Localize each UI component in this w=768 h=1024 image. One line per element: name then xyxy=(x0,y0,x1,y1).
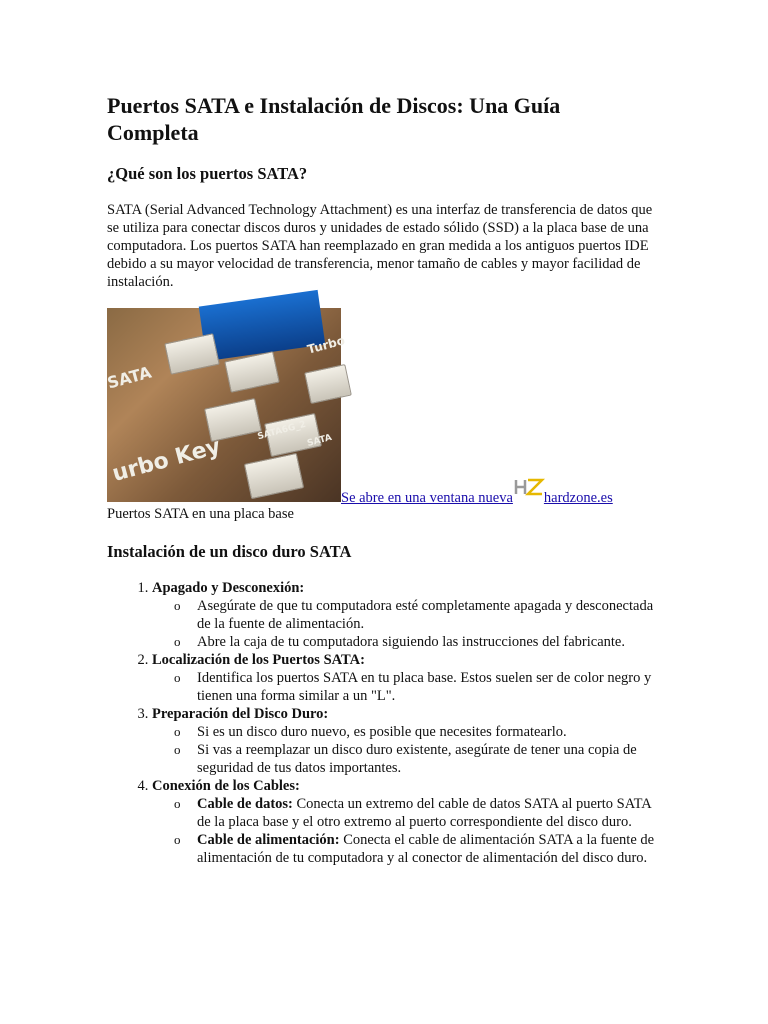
step-title: Apagado y Desconexión: xyxy=(152,580,305,596)
sata-connector xyxy=(164,333,220,375)
silkscreen-label: SATA xyxy=(105,362,154,393)
sub-item-bold: Cable de datos: xyxy=(197,796,293,812)
image-source-row xyxy=(341,486,613,507)
step-item xyxy=(152,777,662,867)
open-new-window-link[interactable]: Se abre en una ventana nueva xyxy=(341,490,513,506)
heatsink-shape xyxy=(199,290,325,361)
page-title: Puertos SATA e Instalación de Discos: Una Guía Completa xyxy=(107,93,561,145)
sub-item-text: Asegúrate de que tu computadora esté completamente apagada y desconectada de la fuente de alimentación. xyxy=(197,598,654,632)
sub-item xyxy=(197,723,662,741)
sub-item-text: Conecta un extremo del cable de datos SATA al puerto SATA de la placa base y el otro extremo al puerto correspondiente del disco duro. xyxy=(197,796,651,830)
sub-list xyxy=(152,597,662,651)
sub-item xyxy=(197,741,662,777)
sub-item xyxy=(197,795,662,831)
figure xyxy=(107,308,667,528)
step-title: Conexión de los Cables: xyxy=(152,778,300,794)
sub-list xyxy=(152,795,662,867)
section-heading-que-son: ¿Qué son los puertos SATA? xyxy=(107,164,308,183)
sata-connector xyxy=(304,364,352,404)
sub-item xyxy=(197,597,662,633)
sub-list xyxy=(152,669,662,705)
sub-item-bold: Cable de alimentación: xyxy=(197,832,340,848)
step-title: Preparación del Disco Duro: xyxy=(152,706,329,722)
sub-item xyxy=(197,633,662,651)
sub-item xyxy=(197,669,662,705)
intro-paragraph: SATA (Serial Advanced Technology Attachment) es una interfaz de transferencia de datos que se utiliza para conectar discos duros y unidades de estado sólido (SSD) a la placa base de una computadora. Los puertos SATA han reemplazado en gran medida a los antiguos puertos IDE debido a su mayor velocidad de transferencia, menor tamaño de cables y mayor facilidad de instalación. xyxy=(107,202,653,290)
sub-item xyxy=(197,831,662,867)
silkscreen-label: SATA6G_2 xyxy=(256,419,308,443)
sata-ports-photo xyxy=(105,308,347,502)
step-item xyxy=(152,651,662,705)
sub-item-text: Identifica los puertos SATA en tu placa base. Estos suelen ser de color negro y tienen una forma similar a un "L". xyxy=(197,670,652,704)
installation-steps-list xyxy=(107,579,662,867)
silkscreen-label: Turbo xyxy=(305,333,347,357)
sub-item-text: Si es un disco duro nuevo, es posible que necesites formatearlo. xyxy=(197,724,567,740)
sub-item-text: Abre la caja de tu computadora siguiendo las instrucciones del fabricante. xyxy=(197,634,625,650)
hardzone-link[interactable]: hardzone.es xyxy=(543,490,613,506)
step-title: Localización de los Puertos SATA: xyxy=(152,652,365,668)
sub-item-text: Conecta el cable de alimentación SATA a la fuente de alimentación de tu computadora y al conector de alimentación del disco duro. xyxy=(197,832,655,866)
silkscreen-label: urbo Key xyxy=(109,434,224,487)
figure-caption: Puertos SATA en una placa base xyxy=(107,506,294,522)
sata-connector xyxy=(244,453,304,499)
step-item xyxy=(152,705,662,777)
silkscreen-label: SATA xyxy=(306,432,334,450)
sub-list xyxy=(152,723,662,777)
step-item xyxy=(152,579,662,651)
hardzone-logo-icon xyxy=(514,486,544,504)
section-heading-instalacion: Instalación de un disco duro SATA xyxy=(107,542,352,561)
sub-item-text: Si vas a reemplazar un disco duro existente, asegúrate de tener una copia de seguridad de tus datos importantes. xyxy=(197,742,637,776)
